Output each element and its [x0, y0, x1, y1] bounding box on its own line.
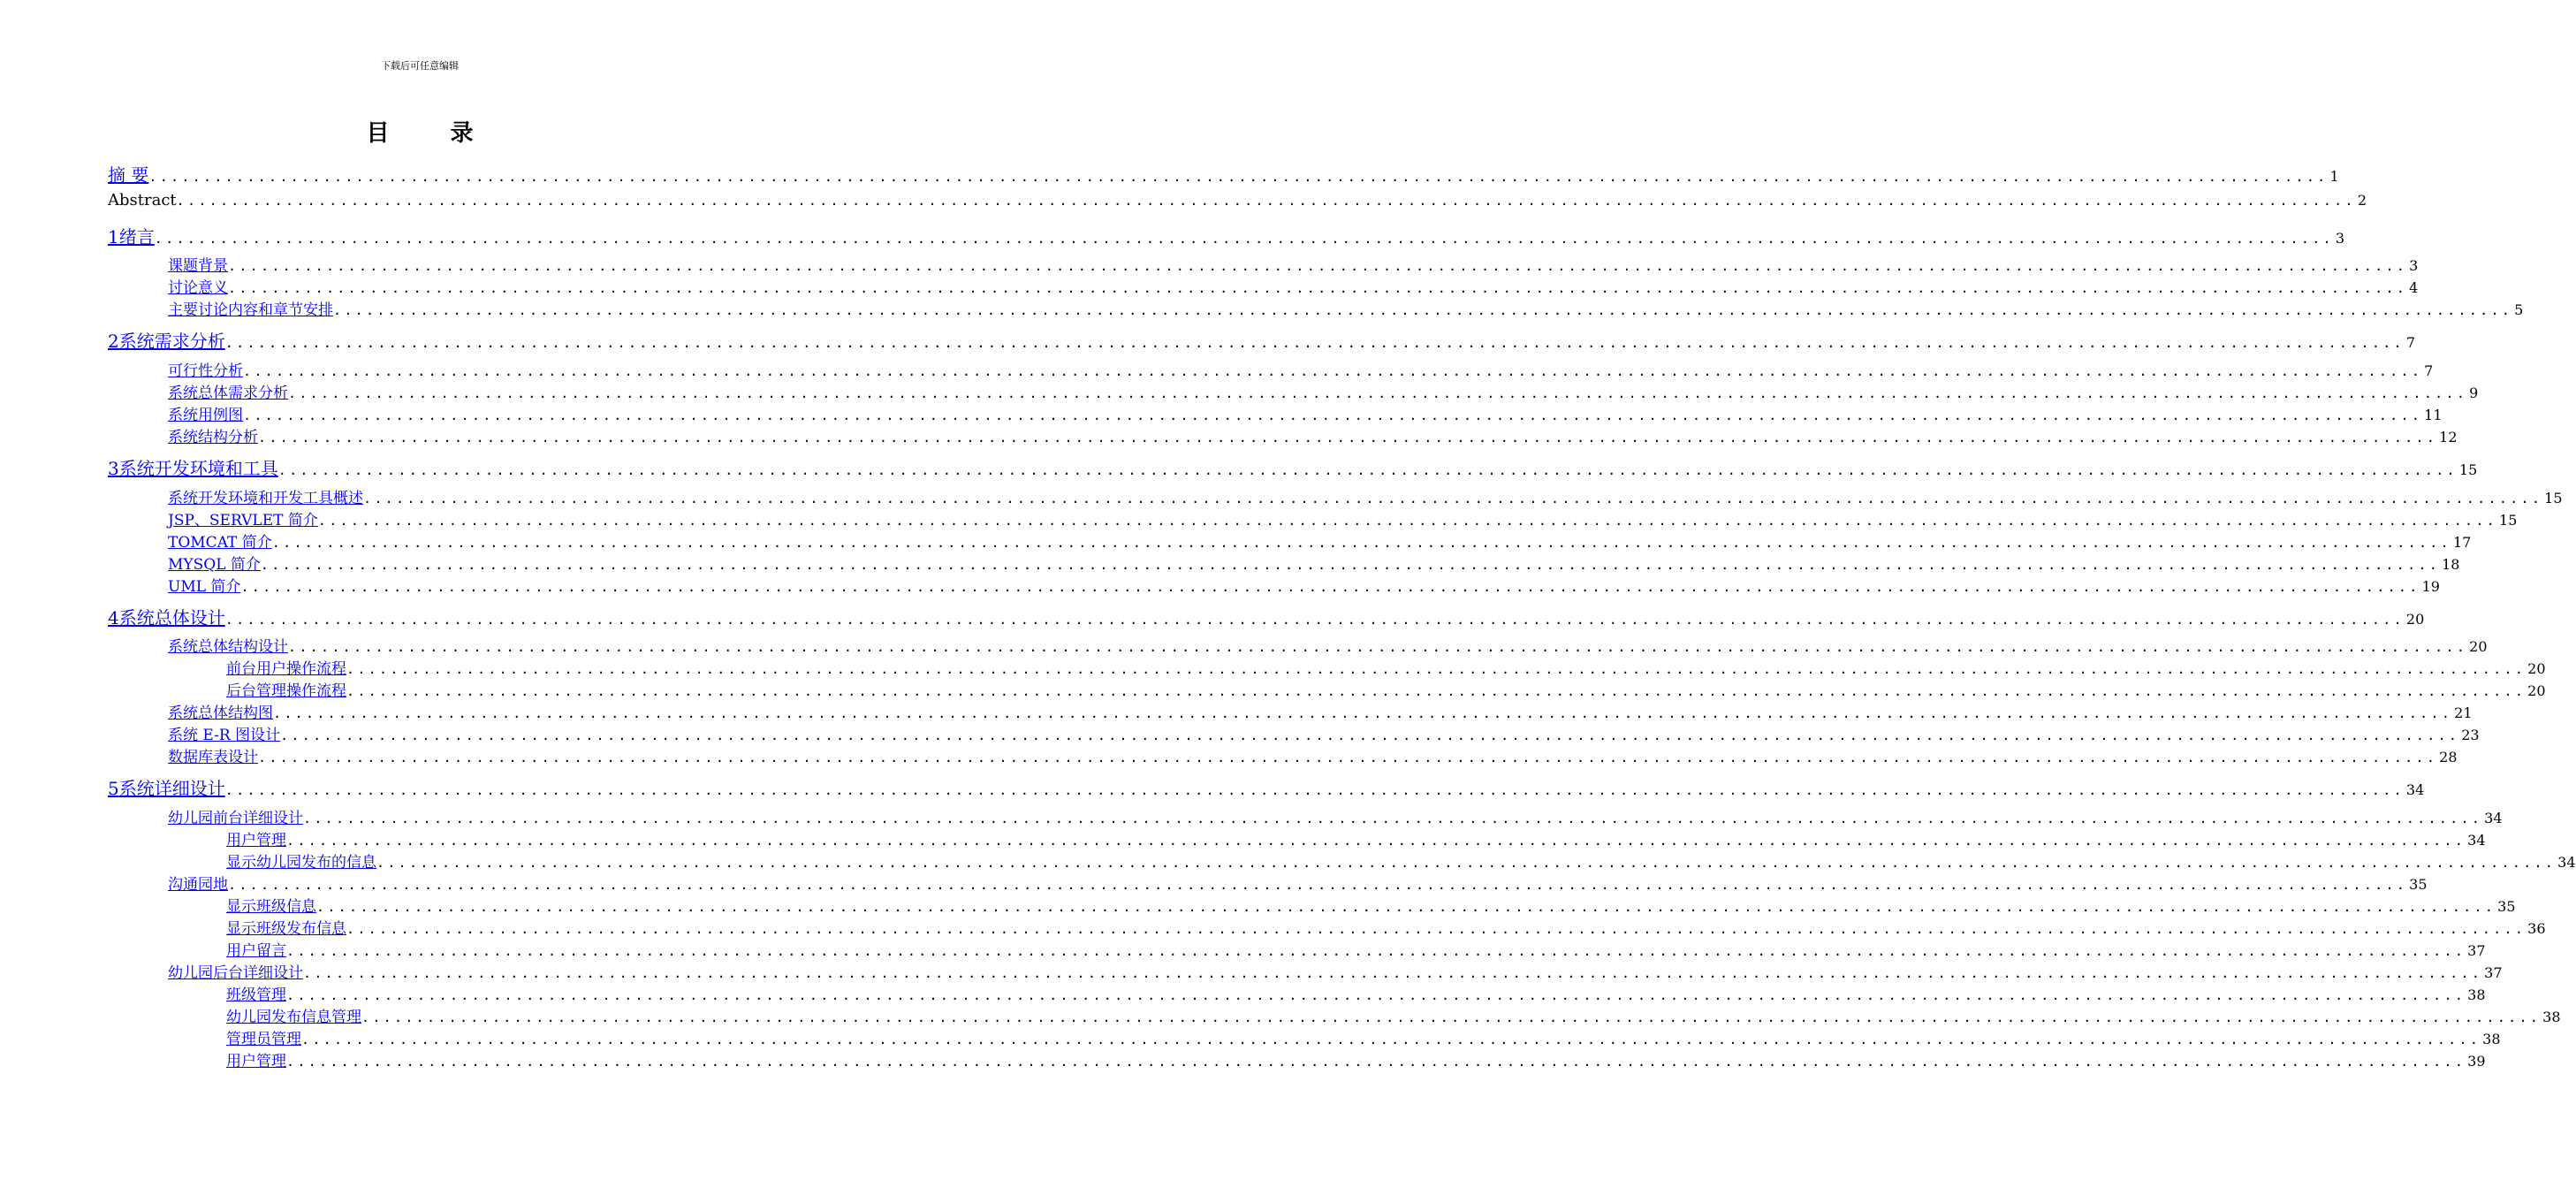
- toc-entry-label[interactable]: 用户留言: [226, 942, 286, 960]
- toc-entry[interactable]: [0, 574, 2440, 597]
- toc-page-number: 35: [2409, 876, 2428, 893]
- toc-leader-dots: ........................................................................................................................................................................................................: [376, 855, 2557, 871]
- toc-entry-label[interactable]: 课题背景: [168, 257, 228, 275]
- toc-page-number: 20: [2527, 660, 2546, 677]
- toc-leader-dots: ........................................................................................................................................................................................................: [228, 877, 2408, 893]
- toc-entry[interactable]: [0, 960, 2503, 983]
- toc-entry[interactable]: [0, 424, 2458, 447]
- toc-entry[interactable]: [0, 744, 2458, 767]
- toc-leader-dots: ........................................................................................................................................................................................................: [346, 921, 2527, 937]
- toc-page-number: 19: [2421, 578, 2440, 595]
- toc-leader-dots: ........................................................................................................................................................................................................: [176, 193, 2356, 209]
- toc-entry-label[interactable]: 系统开发环境和工具: [118, 458, 278, 479]
- toc-entry[interactable]: [0, 402, 2443, 425]
- toc-entry[interactable]: [0, 894, 2516, 917]
- toc-entry-label[interactable]: 系统用例图: [168, 407, 243, 424]
- toc-page-number: 5: [2514, 301, 2524, 318]
- toc-entry[interactable]: [0, 872, 2428, 895]
- toc-leader-dots: ........................................................................................................................................................................................................: [286, 833, 2466, 849]
- toc-page-number: 38: [2482, 1031, 2501, 1047]
- toc-page-number: 17: [2452, 534, 2472, 551]
- toc-page-number: 34: [2484, 810, 2503, 826]
- toc-entry[interactable]: [0, 253, 2419, 276]
- toc-page-number: 11: [2424, 407, 2443, 423]
- toc-entry-label[interactable]: 系统 E-R 图设计: [168, 727, 281, 744]
- toc-chapter-number[interactable]: 2: [108, 331, 119, 352]
- toc-page-number: 20: [2469, 638, 2488, 655]
- toc-entry[interactable]: [0, 161, 2339, 186]
- toc-page-number: 34: [2557, 854, 2576, 871]
- toc-entry-label: Abstract: [108, 191, 177, 209]
- toc-leader-dots: ........................................................................................................................................................................................................: [301, 1032, 2481, 1047]
- toc-page-number: 34: [2405, 781, 2425, 798]
- toc-leader-dots: ........................................................................................................................................................................................................: [154, 231, 2334, 247]
- toc-page-number: 2: [2357, 192, 2367, 209]
- toc-entry[interactable]: [0, 507, 2518, 530]
- toc-entry-label[interactable]: 用户管理: [226, 832, 286, 849]
- toc-entry-label[interactable]: 摘 要: [108, 164, 149, 186]
- toc-leader-dots: ........................................................................................................................................................................................................: [224, 782, 2405, 798]
- toc-leader-dots: ........................................................................................................................................................................................................: [228, 258, 2408, 274]
- toc-entry-label[interactable]: UML 简介: [168, 578, 241, 596]
- toc-leader-dots: ........................................................................................................................................................................................................: [361, 1009, 2542, 1025]
- toc-entry-label[interactable]: 班级管理: [226, 986, 286, 1004]
- toc-entry-label[interactable]: 显示幼儿园发布的信息: [226, 854, 376, 872]
- toc-entry-label[interactable]: JSP、SERVLET 简介: [168, 512, 318, 529]
- toc-entry[interactable]: [0, 327, 2416, 352]
- toc-entry-label[interactable]: 用户管理: [226, 1053, 286, 1070]
- toc-entry[interactable]: [0, 982, 2486, 1005]
- toc-leader-dots: ........................................................................................................................................................................................................: [346, 683, 2527, 699]
- toc-leader-dots: ........................................................................................................................................................................................................: [271, 535, 2451, 551]
- toc-page-number: 35: [2497, 898, 2516, 915]
- toc-page-number: 20: [2405, 611, 2425, 628]
- toc-entry[interactable]: [0, 656, 2546, 679]
- toc-entry-label[interactable]: 管理员管理: [226, 1031, 301, 1048]
- toc-entry[interactable]: [0, 938, 2486, 961]
- toc-leader-dots: ........................................................................................................................................................................................................: [258, 750, 2438, 765]
- toc-entry[interactable]: [0, 529, 2472, 552]
- toc-entry[interactable]: [0, 223, 2345, 248]
- toc-entry-label[interactable]: 幼儿园发布信息管理: [226, 1009, 361, 1026]
- toc-page-number: 37: [2467, 942, 2486, 959]
- toc-entry-label[interactable]: 主要讨论内容和章节安排: [168, 301, 333, 319]
- toc-page-number: 28: [2439, 749, 2458, 765]
- toc-entry[interactable]: [0, 552, 2460, 575]
- toc-entry-label[interactable]: 沟通园地: [168, 876, 228, 894]
- toc-entry-label[interactable]: 系统总体需求分析: [168, 385, 288, 402]
- toc-chapter-number[interactable]: 4: [108, 607, 119, 628]
- toc-chapter-number[interactable]: 1: [108, 226, 119, 248]
- toc-leader-dots: ........................................................................................................................................................................................................: [224, 335, 2405, 351]
- toc-entry-label[interactable]: TOMCAT 简介: [168, 534, 272, 552]
- toc-entry-label[interactable]: 系统结构分析: [168, 429, 258, 446]
- toc-entry-label[interactable]: 系统总体结构图: [168, 704, 273, 722]
- toc-entry[interactable]: [0, 485, 2563, 508]
- toc-leader-dots: ........................................................................................................................................................................................................: [148, 169, 2329, 185]
- toc-entry[interactable]: [0, 678, 2546, 701]
- toc-page-number: 15: [2458, 461, 2478, 478]
- toc-page-number: 21: [2454, 704, 2473, 721]
- toc-entry: [0, 191, 2367, 214]
- toc-page-number: 3: [2409, 257, 2419, 274]
- toc-entry-label[interactable]: MYSQL 简介: [168, 556, 261, 574]
- toc-entry[interactable]: [0, 380, 2479, 403]
- toc-page-number: 18: [2442, 556, 2460, 573]
- toc-leader-dots: ........................................................................................................................................................................................................: [288, 639, 2468, 655]
- toc-entry-label[interactable]: 幼儿园前台详细设计: [168, 810, 303, 827]
- toc-page-number: 12: [2439, 429, 2458, 446]
- toc-leader-dots: ........................................................................................................................................................................................................: [288, 385, 2468, 401]
- toc-entry[interactable]: [0, 805, 2503, 828]
- toc-leader-dots: ........................................................................................................................................................................................................: [243, 363, 2423, 379]
- page-title: 目 录: [366, 120, 500, 147]
- toc-entry[interactable]: [0, 700, 2473, 723]
- toc-entry[interactable]: [0, 1048, 2486, 1071]
- toc-leader-dots: ........................................................................................................................................................................................................: [286, 1054, 2466, 1070]
- toc-entry-label[interactable]: 前台用户操作流程: [226, 660, 346, 678]
- toc-entry-label[interactable]: 系统详细设计: [118, 778, 225, 799]
- toc-leader-dots: ........................................................................................................................................................................................................: [317, 513, 2498, 529]
- toc-entry[interactable]: [0, 1004, 2561, 1027]
- toc-page-number: 38: [2542, 1009, 2561, 1025]
- toc-leader-dots: ........................................................................................................................................................................................................: [273, 705, 2453, 721]
- toc-leader-dots: ........................................................................................................................................................................................................: [286, 943, 2466, 959]
- toc-page-number: 7: [2405, 334, 2416, 351]
- toc-entry-label[interactable]: 系统开发环境和开发工具概述: [168, 490, 363, 507]
- toc-entry[interactable]: [0, 849, 2576, 872]
- toc-entry[interactable]: [0, 722, 2480, 745]
- toc-entry[interactable]: [0, 297, 2524, 320]
- toc-page-number: 20: [2527, 682, 2546, 699]
- toc-page-number: 37: [2484, 964, 2503, 981]
- toc-page-number: 4: [2409, 279, 2419, 296]
- toc-leader-dots: ........................................................................................................................................................................................................: [303, 965, 2483, 981]
- toc-leader-dots: ........................................................................................................................................................................................................: [243, 407, 2423, 423]
- toc-page-number: 23: [2461, 727, 2480, 743]
- toc-entry-label[interactable]: 系统总体结构设计: [168, 638, 288, 656]
- toc-page-number: 39: [2467, 1053, 2486, 1070]
- toc-chapter-number[interactable]: 5: [108, 778, 119, 799]
- toc-entry-label[interactable]: 系统总体设计: [118, 607, 225, 628]
- toc-entry-label[interactable]: 显示班级发布信息: [226, 920, 346, 938]
- toc-page-number: 7: [2424, 362, 2434, 379]
- toc-page-number: 38: [2467, 986, 2486, 1003]
- toc-entry[interactable]: [0, 604, 2425, 628]
- toc-leader-dots: ........................................................................................................................................................................................................: [333, 302, 2513, 318]
- toc-entry[interactable]: [0, 1026, 2501, 1049]
- toc-entry-label[interactable]: 讨论意义: [168, 279, 228, 297]
- toc-entry-label[interactable]: 显示班级信息: [226, 898, 316, 916]
- toc-entry-label[interactable]: 数据库表设计: [168, 749, 258, 766]
- toc-entry-label[interactable]: 绪言: [118, 226, 155, 248]
- toc-entry[interactable]: [0, 774, 2425, 799]
- toc-leader-dots: ........................................................................................................................................................................................................: [286, 987, 2466, 1003]
- toc-page-number: 1: [2329, 168, 2339, 185]
- toc-chapter-number[interactable]: 3: [108, 458, 119, 479]
- toc-leader-dots: ........................................................................................................................................................................................................: [277, 462, 2458, 478]
- toc-entry[interactable]: [0, 454, 2478, 479]
- toc-page-number: 9: [2469, 385, 2479, 401]
- toc-leader-dots: ........................................................................................................................................................................................................: [224, 612, 2405, 628]
- toc-entry-label[interactable]: 可行性分析: [168, 362, 243, 380]
- page-header: 下载后可任意编辑: [381, 60, 459, 72]
- toc-leader-dots: ........................................................................................................................................................................................................: [363, 491, 2543, 506]
- toc-page-number: 3: [2335, 230, 2345, 247]
- toc-page-number: 34: [2467, 832, 2486, 849]
- toc-entry[interactable]: [0, 275, 2419, 298]
- toc-entry[interactable]: [0, 827, 2486, 850]
- toc-leader-dots: ........................................................................................................................................................................................................: [258, 430, 2438, 446]
- toc-leader-dots: ........................................................................................................................................................................................................: [260, 557, 2441, 573]
- toc-leader-dots: ........................................................................................................................................................................................................: [303, 811, 2483, 826]
- toc-page-number: 15: [2544, 490, 2563, 506]
- toc-entry[interactable]: [0, 916, 2546, 939]
- toc-entry-label[interactable]: 系统需求分析: [118, 331, 225, 352]
- toc-entry-label[interactable]: 幼儿园后台详细设计: [168, 964, 303, 982]
- toc-entry[interactable]: [0, 634, 2488, 657]
- toc-page-number: 15: [2499, 512, 2518, 529]
- toc-entry[interactable]: [0, 358, 2434, 381]
- toc-leader-dots: ........................................................................................................................................................................................................: [280, 727, 2460, 743]
- toc-leader-dots: ........................................................................................................................................................................................................: [228, 280, 2408, 296]
- toc-entry-label[interactable]: 后台管理操作流程: [226, 682, 346, 700]
- toc-leader-dots: ........................................................................................................................................................................................................: [316, 899, 2496, 915]
- toc-leader-dots: ........................................................................................................................................................................................................: [346, 661, 2527, 677]
- toc-page-number: 36: [2527, 920, 2546, 937]
- toc-leader-dots: ........................................................................................................................................................................................................: [240, 579, 2420, 595]
